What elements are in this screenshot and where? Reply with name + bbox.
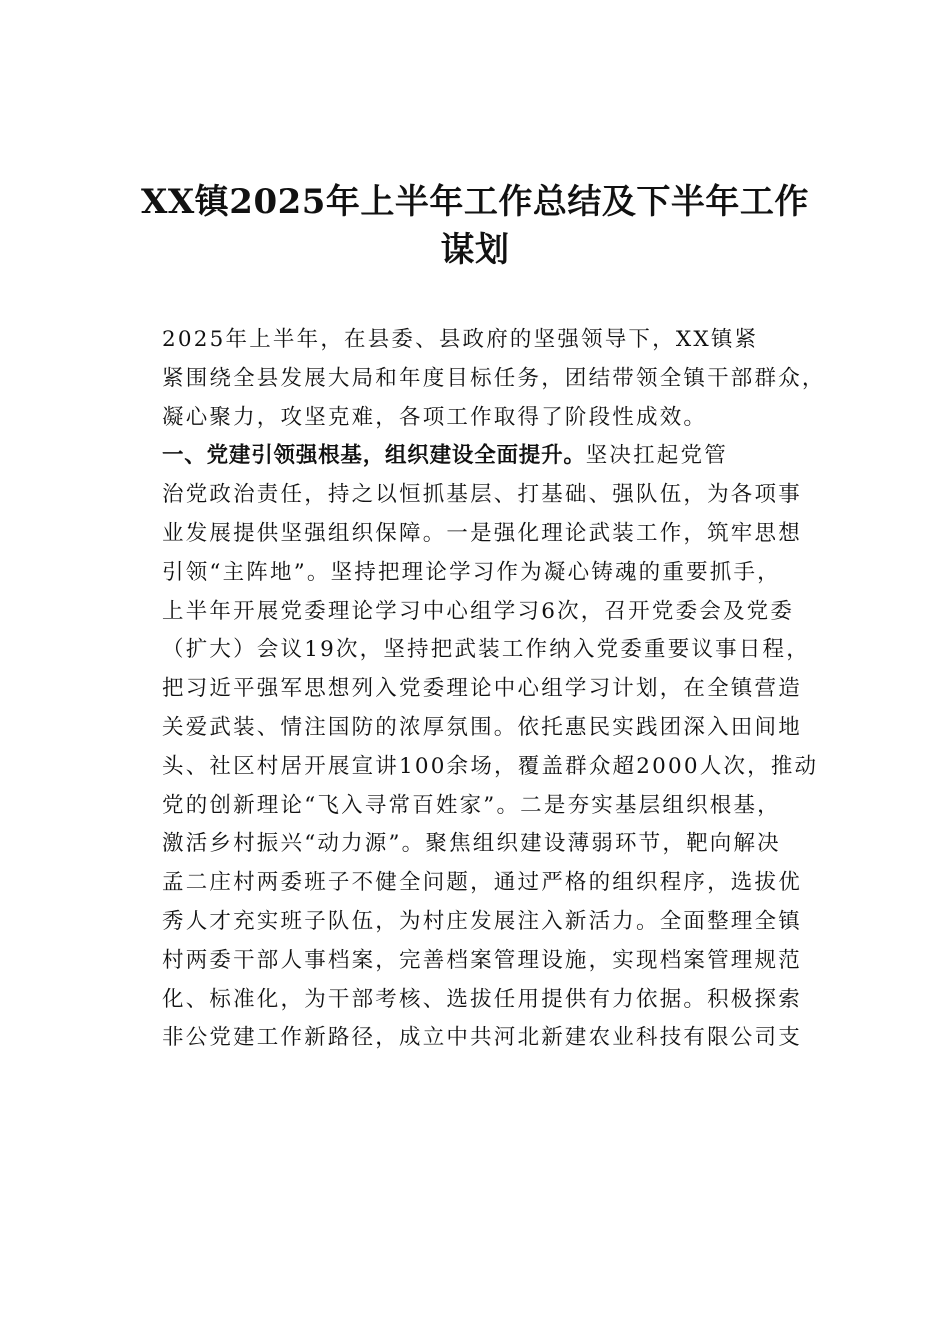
section-1-line: （扩大）会议19次，坚持把武装工作纳入党委重要议事日程， [162,637,810,663]
intro-line: 凝心聚力，攻坚克难，各项工作取得了阶段性成效。 [162,404,708,430]
section-1-line: 引领“主阵地”。坚持把理论学习作为凝心铸魂的重要抓手， [162,559,781,585]
section-1-line: 治党政治责任，持之以恒抓基层、打基础、强队伍，为各项事 [162,482,802,508]
section-1-first-line [119,437,831,476]
section-1-line: 秀人才充实班子队伍，为村庄发展注入新活力。全面整理全镇 [162,908,802,934]
section-1-first-line-rest: 坚决扛起党管 [585,443,728,469]
section-1-line: 非公党建工作新路径，成立中共河北新建农业科技有限公司支 [162,1025,802,1051]
section-1-line: 头、社区村居开展宣讲100余场，覆盖群众超2000人次，推动 [162,753,819,779]
title-line-2: 谋划 [440,230,510,270]
section-1-line: 化、标准化，为干部考核、选拔任用提供有力依据。积极探索 [162,986,802,1012]
section-1-line: 党的创新理论“飞入寻常百姓家”。二是夯实基层组织根基， [162,792,781,818]
intro-line: 2025年上半年，在县委、县政府的坚强领导下，XX镇紧 [162,327,759,352]
section-1-line: 把习近平强军思想列入党委理论中心组学习计划，在全镇营造 [162,676,802,702]
section-1-line: 村两委干部人事档案，完善档案管理设施，实现档案管理规范 [162,947,802,973]
section-1-line: 业发展提供坚强组织保障。一是强化理论武装工作，筑牢思想 [162,520,802,546]
section-1-heading: 一、党建引领强根基，组织建设全面提升。 [162,443,586,469]
section-1-line: 激活乡村振兴“动力源”。聚焦组织建设薄弱环节，靶向解决 [162,831,781,857]
document-body [119,321,831,1058]
section-1-line: 上半年开展党委理论学习中心组学习6次，召开党委会及党委 [162,598,795,624]
section-1-line: 孟二庄村两委班子不健全问题，通过严格的组织程序，选拔优 [162,870,802,896]
section-1-line: 关爱武装、情注国防的浓厚氛围。依托惠民实践团深入田间地 [162,714,802,740]
intro-line: 紧围绕全县发展大局和年度目标任务，团结带领全镇干部群众， [162,365,826,391]
document-title [120,178,830,274]
intro-paragraph [119,321,831,437]
section-1-paragraph [119,437,831,1058]
title-line-1: XX镇2025年上半年工作总结及下半年工作 [141,182,809,222]
